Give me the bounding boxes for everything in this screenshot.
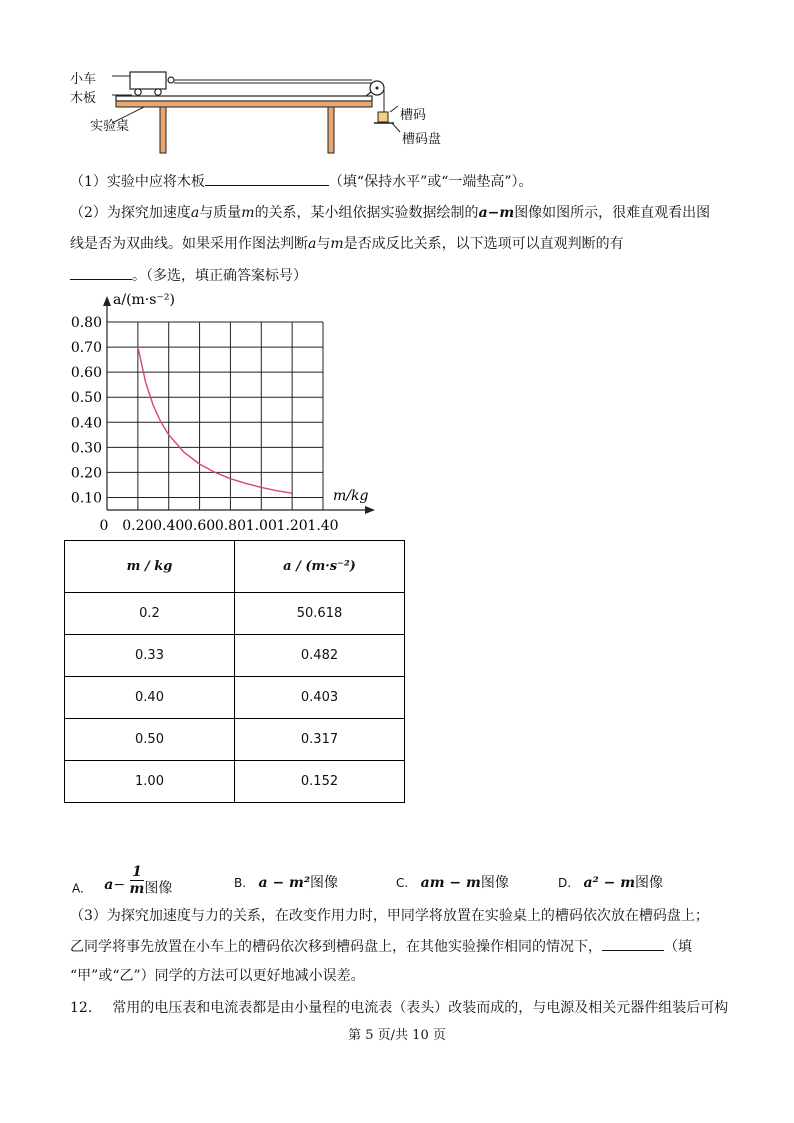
answer-blank-1[interactable] bbox=[205, 171, 329, 186]
question-1: （1）实验中应将木板 （填“保持水平”或“一端垫高”）。 bbox=[70, 171, 533, 192]
option-c[interactable]: C. am − m图像 bbox=[396, 875, 509, 891]
question-2-line-3: 。（多选，填正确答案标号） bbox=[70, 265, 307, 286]
cart-shape bbox=[130, 72, 166, 89]
y-tick-label: 0.30 bbox=[70, 440, 102, 457]
y-tick-label: 0.60 bbox=[70, 365, 102, 382]
table-row: 0.50 0.317 bbox=[65, 719, 405, 761]
x-tick-label: 1.00 bbox=[245, 518, 277, 534]
label-board: 木板 bbox=[70, 91, 97, 106]
y-axis-label: a/(m·s⁻²) bbox=[113, 292, 175, 308]
question-3-line-3: “甲”或“乙”）同学的方法可以更好地减小误差。 bbox=[70, 968, 365, 984]
label-pan: 槽码盘 bbox=[402, 132, 442, 147]
x-tick-label: 1.40 bbox=[307, 518, 339, 534]
x-tick-label: 0.40 bbox=[153, 518, 185, 534]
question-3-line-1: （3）为探究加速度与力的关系，在改变作用力时，甲同学将放置在实验桌上的槽码依次放在槽码盘上； bbox=[70, 908, 709, 924]
y-tick-label: 0.80 bbox=[70, 315, 102, 331]
label-table: 实验桌 bbox=[90, 119, 130, 134]
x-axis-label: m/kg bbox=[333, 488, 369, 504]
data-table bbox=[64, 540, 405, 803]
table-row: 1.00 0.152 bbox=[65, 761, 405, 803]
answer-blank-3[interactable] bbox=[602, 936, 664, 951]
weights-shape bbox=[378, 112, 388, 122]
table-row: 0.33 0.482 bbox=[65, 635, 405, 677]
question-12: 12. 常用的电压表和电流表都是由小量程的电流表（表头）改装而成的，与电源及相关元器件组装后可构 bbox=[70, 1000, 729, 1016]
x-axis-arrow bbox=[365, 506, 375, 514]
a-m-chart bbox=[60, 288, 390, 540]
question-3-line-2: 乙同学将事先放置在小车上的槽码依次移到槽码盘上，在其他实验操作相同的情况下， （填 bbox=[70, 936, 692, 957]
x-tick-label: 0 bbox=[99, 518, 109, 534]
option-a[interactable]: A. a− $\frac{1}{m}$ 图像 bbox=[72, 864, 173, 897]
y-tick-label: 0.50 bbox=[70, 390, 102, 407]
table-shape bbox=[116, 101, 372, 107]
y-axis-arrow bbox=[103, 296, 111, 306]
x-tick-label: 0.60 bbox=[183, 518, 216, 534]
question-2-line-2: 线是否为双曲线。如果采用作图法判断a与m是否成反比关系，以下选项可以直观判断的有 bbox=[70, 236, 624, 252]
label-cart: 小车 bbox=[70, 72, 97, 87]
option-d[interactable]: D. a² − m图像 bbox=[558, 875, 664, 891]
y-tick-label: 0.10 bbox=[70, 490, 102, 507]
table-row: 0.40 0.403 bbox=[65, 677, 405, 719]
header-a: a / (m·s⁻²) bbox=[235, 541, 405, 593]
y-tick-label: 0.70 bbox=[70, 340, 102, 357]
x-tick-label: 0.80 bbox=[214, 518, 247, 534]
board-shape bbox=[116, 96, 372, 101]
option-b[interactable]: B. a − m²图像 bbox=[234, 875, 338, 891]
label-weights: 槽码 bbox=[400, 108, 427, 123]
answer-blank-2[interactable] bbox=[70, 265, 132, 280]
page-footer: 第 5 页/共 10 页 bbox=[348, 1028, 446, 1043]
x-tick-label: 1.20 bbox=[276, 518, 308, 534]
table-row: 0.2 50.618 bbox=[65, 593, 405, 635]
question-2-line-1: （2）为探究加速度a与质量m的关系，某小组依据实验数据绘制的a−m图像如图所示，很难直观看出图 bbox=[70, 205, 711, 221]
data-curve bbox=[138, 347, 292, 493]
y-tick-label: 0.40 bbox=[70, 415, 102, 432]
x-tick-label: 0.20 bbox=[122, 518, 154, 534]
header-m: m / kg bbox=[65, 541, 235, 593]
y-tick-label: 0.20 bbox=[70, 465, 102, 482]
